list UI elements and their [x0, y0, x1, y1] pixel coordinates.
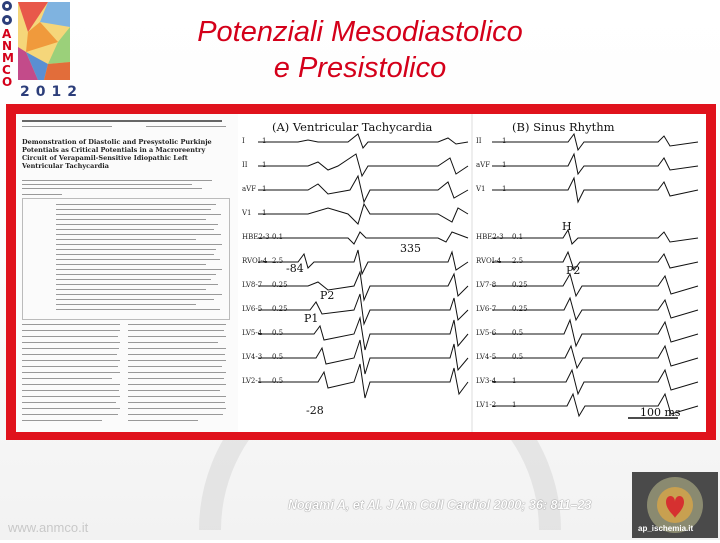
gain-label-a: 0.25 [272, 281, 288, 289]
brand-letter: M [2, 51, 14, 65]
website-link[interactable]: www.anmco.it [8, 520, 89, 535]
brand-year: 2012 [20, 84, 83, 100]
figure-frame [6, 104, 716, 440]
lead-label-a: LV8-7 [242, 281, 263, 289]
lead-label-a: II [242, 161, 248, 169]
gain-label-a: 1 [262, 161, 267, 169]
title-line-2: e Presistolico [273, 52, 447, 84]
lead-label-a: LV6-5 [242, 305, 263, 313]
gain-label-b: 1 [512, 401, 517, 409]
gain-label-b: 1 [502, 137, 507, 145]
lead-label-b: HBE2-3 [476, 233, 504, 241]
panel-a-label: (A) Ventricular Tachycardia [272, 120, 433, 134]
title-line-1: Potenziali Mesodiastolico [197, 16, 523, 48]
annotation-h: H [562, 220, 572, 233]
brand-letter: A [2, 27, 12, 41]
gain-label-b: 0.5 [512, 329, 524, 337]
lead-label-a: LV2-1 [242, 377, 263, 385]
slide-title [80, 14, 640, 86]
watermark-seal-icon [190, 440, 570, 530]
lead-label-a: LV4-3 [242, 353, 263, 361]
annotation-p1: P1 [304, 312, 319, 325]
colorful-mosaic-icon [18, 2, 70, 80]
gain-label-a: 0.1 [272, 233, 284, 241]
lead-label-a: aVF [242, 185, 257, 193]
lead-label-b: RVOI-4 [476, 257, 502, 265]
gain-label-b: 0.1 [512, 233, 524, 241]
annotation-p2-b: P2 [566, 264, 581, 277]
annotation-335: 335 [400, 242, 421, 255]
gain-label-a: 2.5 [272, 257, 284, 265]
lead-label-b: V1 [476, 185, 486, 193]
lead-label-a: LV5-4 [242, 329, 263, 337]
lead-label-b: aVF [476, 161, 491, 169]
article-thumbnail [16, 114, 239, 432]
ecg-tracings [238, 114, 706, 432]
lead-label-a: HBE2-3 [242, 233, 270, 241]
gain-label-b: 1 [502, 161, 507, 169]
lead-label-a: V1 [242, 209, 252, 217]
brand-letter: N [2, 39, 13, 53]
lead-label-b: LV4-5 [476, 353, 497, 361]
badge-text: ap_ischemia.it [638, 524, 694, 533]
gain-label-b: 2.5 [512, 257, 524, 265]
gain-label-b: 0.5 [512, 353, 524, 361]
panel-b-label: (B) Sinus Rhythm [512, 120, 615, 134]
lead-label-b: LV3-4 [476, 377, 497, 385]
citation: Nogami A, et Al. J Am Coll Cardiol 2000; 36: 811–23 [288, 498, 592, 512]
article-title: Demonstration of Diastolic and Presystolic Purkinje Potentials as Critical Potentials in a Macroreentry Circuit of Verapamil-Sensitive Idiopathic Left Ventricular Tachycardia [22, 138, 212, 170]
gain-label-b: 0.25 [512, 281, 528, 289]
gain-label-a: 0.5 [272, 377, 284, 385]
gain-label-b: 1 [502, 185, 507, 193]
gain-label-a: 1 [262, 185, 267, 193]
lead-label-b: LV1-2 [476, 401, 497, 409]
lead-label-b: LV7-8 [476, 281, 497, 289]
gain-label-b: 1 [512, 377, 517, 385]
anmco-brand [0, 0, 83, 110]
annotation-minus-84: -84 [286, 262, 304, 275]
gain-label-b: 0.25 [512, 305, 528, 313]
lead-label-a: RVOI-4 [242, 257, 268, 265]
time-scale-label: 100 ms [640, 406, 681, 419]
lead-label-b: LV5-6 [476, 329, 497, 337]
heart-badge-icon [632, 472, 718, 538]
gain-label-a: 0.5 [272, 353, 284, 361]
gain-label-a: 0.25 [272, 305, 288, 313]
lead-label-b: II [476, 137, 482, 145]
brand-letter: C [2, 63, 11, 77]
annotation-p2-a: P2 [320, 289, 335, 302]
figure-content [16, 114, 706, 432]
gain-label-a: 1 [262, 209, 267, 217]
brand-letter: O [2, 75, 13, 89]
annotation-minus-28: -28 [306, 404, 324, 417]
gain-label-a: 1 [262, 137, 267, 145]
lead-label-a: I [242, 137, 245, 145]
gain-label-a: 0.5 [272, 329, 284, 337]
lead-label-b: LV6-7 [476, 305, 497, 313]
